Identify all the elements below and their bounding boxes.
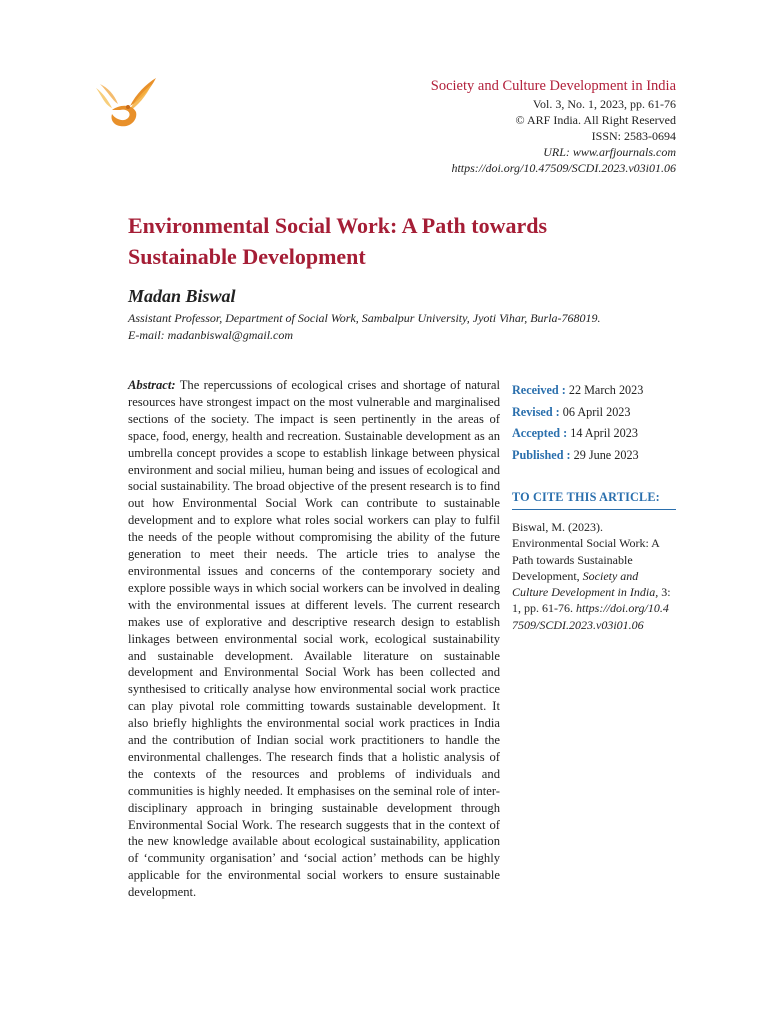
date-revised [512,402,682,424]
date-label: Accepted : [512,426,568,440]
cite-heading: TO CITE THIS ARTICLE: [512,490,676,510]
journal-name: Society and Culture Development in India [430,78,676,94]
date-value: 22 March 2023 [565,383,644,397]
affiliation-text: Assistant Professor, Department of Social Work, Sambalpur University, Jyoti Vihar, Burla-768019. [128,311,601,325]
author-email[interactable]: E-mail: madanbiswal@gmail.com [128,328,294,342]
date-value: 14 April 2023 [567,426,638,440]
date-value: 29 June 2023 [570,447,639,462]
journal-issn: ISSN: 2583-0694 [591,129,676,143]
journal-doi[interactable]: https://doi.org/10.47509/SCDI.2023.v03i01.06 [451,161,676,175]
article-dates [512,380,682,466]
abstract-label: Abstract: [128,378,176,392]
date-label: Revised : [512,404,560,419]
article-title: Environmental Social Work: A Path towards Sustainable Development [128,213,548,269]
author-name: Madan Biswal [128,286,236,306]
journal-url[interactable]: URL: www.arfjournals.com [543,145,676,159]
date-received [512,380,682,402]
date-value: 06 April 2023 [559,404,631,419]
date-label: Published : [512,447,571,462]
journal-volume: Vol. 3, No. 1, 2023, pp. 61-76 [532,97,676,111]
date-published [512,445,682,467]
bird-logo-icon [90,74,160,136]
date-label: Received : [512,383,566,397]
citation-journal: Society and Culture Development in India, [512,568,659,600]
journal-info [316,78,676,176]
citation-issue: 3: 1, pp. 61-76. [512,585,671,616]
citation-doi[interactable]: https://doi.org/10.47509/SCDI.2023.v03i01.06 [512,601,669,632]
citation-text [512,519,672,633]
author-affiliation [128,310,668,344]
citation-plain: Biswal, M. (2023). Environmental Social Work: A Path towards Sustainable Development, [512,520,660,583]
date-accepted [512,423,682,445]
abstract [128,377,500,901]
journal-rights: © ARF India. All Right Reserved [515,113,676,127]
abstract-text: The repercussions of ecological crises and shortage of natural resources have strongest impact on the most vulnerable and marginalised sections of the society. The impact is seen pertinently in the areas of space, food, energy, health and recreation. Sustainable development as an umbrella concept provides a scope to establish linkage between physical environment and social milieu, human being and issues of ecological and social sustainability. The broad objective of the present research is to find out how Environmental Social Work can contribute to sustainable development and to explore what roles social workers can play to fulfil the needs of the people without compromising the ability of the future generation to meet their needs. The article tries to analyse the environmental issues and concerns of the contemporary society and explore possible ways in which social workers can be involved in dealing with the environmental issues at different levels. The current research makes use of explorative and descriptive research design to establish linkages between environmental social work, ecological sustainability and sustainable development. Available literature on sustainable development and Environmental Social Work has been collected and synthesised to critically analyse how environmental social work practice can play pivotal role committing towards sustainable development. It also briefly highlights the environmental social work practices in India and the contribution of Indian social work practitioners to handle the environmental challenges. The research finds that a holistic analysis of the contexts of the resources and problems of individuals and communities is highly needed. It emphasises on the seminal role of inter-disciplinary approach in bringing sustainable development through Environmental Social Work. The research suggests that in the context of the new knowledge available about ecological sustainability, application of ‘community organisation’ and ‘social action’ methods can be highly applicable for the environmental social workers to ensure sustainable development. [128,378,500,900]
